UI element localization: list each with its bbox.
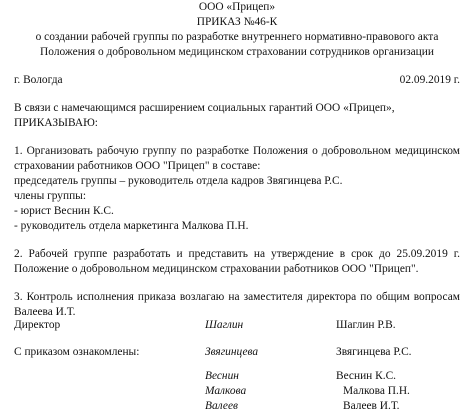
- acquainted-name: Малкова П.Н.: [343, 385, 410, 397]
- preamble-line-1: В связи с намечающимся расширением социальных гарантий ООО «Прицеп»,: [14, 102, 395, 114]
- signature: Веснин: [205, 370, 239, 382]
- signature: Валеев: [205, 400, 238, 412]
- item-1-line-1: 1. Организовать рабочую группу по разработке Положения о добровольном медицинском: [14, 145, 460, 157]
- director-signature: Шаглин: [205, 319, 244, 331]
- item-2-line-2: Положение о добровольном медицинском страховании работников ООО "Прицеп".: [14, 263, 419, 275]
- item-2-line-1: 2. Рабочей группе разработать и представить на утверждение в срок до 25.09.2019 г.: [14, 248, 460, 260]
- order-subject-line-2: Положения о добровольном медицинском страховании сотрудников организации: [40, 46, 434, 58]
- signature: Малкова: [205, 385, 247, 397]
- item-3-line-2: Валеева И.Т.: [14, 306, 76, 318]
- order-subject-line-1: о создании рабочей группы по разработке внутреннего нормативно-правового акта: [35, 31, 439, 43]
- director-label: Директор: [14, 319, 61, 331]
- group-member-2: - руководитель отдела маркетинга Малкова П.Н.: [14, 220, 249, 232]
- order-date: 02.09.2019 г.: [399, 74, 460, 86]
- group-chair: председатель группы – руководитель отдела кадров Звягинцева Р.С.: [14, 175, 343, 187]
- preamble-line-2: ПРИКАЗЫВАЮ:: [14, 117, 98, 129]
- acquainted-name: Звягинцева Р.С.: [336, 346, 412, 358]
- item-3-line-1: 3. Контроль исполнения приказа возлагаю на заместителя директора по общим вопросам: [14, 291, 460, 303]
- director-name: Шаглин Р.В.: [336, 319, 396, 331]
- group-members-label: члены группы:: [14, 190, 86, 202]
- item-1-line-2: страховании работников ООО "Прицеп" в составе:: [14, 160, 261, 172]
- org-name: ООО «Прицеп»: [198, 1, 276, 13]
- acquainted-label: С приказом ознакомлены:: [14, 346, 140, 358]
- signature: Звягинцева: [205, 346, 259, 358]
- order-title: ПРИКАЗ №46-К: [196, 16, 278, 28]
- place: г. Вологда: [14, 74, 63, 86]
- acquainted-name: Веснин К.С.: [336, 370, 397, 382]
- group-member-1: - юрист Веснин К.С.: [14, 205, 114, 217]
- acquainted-name: Валеев И.Т.: [343, 400, 400, 412]
